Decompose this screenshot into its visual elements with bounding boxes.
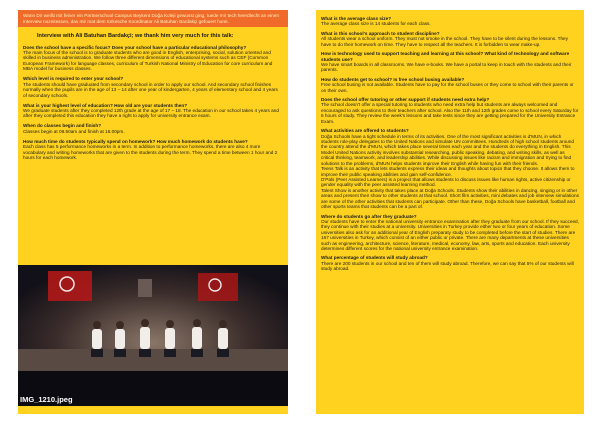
answer: The school doesn't offer a special tutoring to students who need extra help but students are always welcomed and encouraged to ask questions to their teachers after school. Also the 11th and 12th grades come to school every Saturday for 6 hours of study. They review the week's lessons and take tests since they are getting prepared for the University Entrance Exam.: [321, 102, 579, 124]
question: Does the school offer tutoring or other support if students need extra help?: [321, 97, 490, 103]
stage-performance-photo: [18, 265, 288, 406]
answer: The students should have graduated from secondary school in order to apply our school. And secondary school finishes normally when the pupils are in the age of 13 – 14 after one year of kindergarten, 4 years of elementary school and 4 years of secondary schools.: [23, 81, 278, 98]
answer: Doğa Schools have a tight schedule in terms of its activities. One of the most significant activities is d'MUN, in which students role-play delegates to the United Nations and simulate UN committees. Hundreds of high school students around the country attend the d'MUN, which takes place several times each year and the students do everything in English. This Model United Nations activity involves substantial researching, public speaking, debating, and writing skills, as well as critical thinking, teamwork, and leadership abilities. While discussing issues like racism and immigration and trying to find solutions to the problems, d'MUN helps students improve their English while having fun with their friends. Teens Talk is an activity that lets students express their ideas and thoughts about topics that they choose. It allows them to improve their public speaking abilities and gain self-confidence. D'Pals (Peer Assisted Learners) is a project that allows students to discuss issues like human rights, active citizenship or gender equality with the peer assisted learning method. Talent Show is another activity that takes place at Doğa Schools. Students show their abilities in dancing, singing or in other areas and present their show to other students at that school. Short film activities, mini debates and job interview simulations are some of the other activities that students can participate. Other than these, Doğa Schools have basketball, football and other sports teams that students can be a part of.: [321, 133, 579, 210]
question: How is technology used to support teaching and learning at this school? What kind of technology and software students use?: [321, 51, 570, 62]
right-content: [316, 10, 584, 272]
answer: We graduate students after they completed 12th grade at the age of 17 – 18. The education in our school takes 4 years and after they completed this education they have a right to apply for university entrance exam.: [23, 108, 279, 119]
question: How do students get to school? Is free school busing available?: [321, 76, 465, 82]
question: What is your highest level of education? How old are your students then?: [23, 102, 188, 108]
left-content: [18, 27, 288, 161]
answer: The main focus of the school is to graduate students who are good in English, enterprising, social, solution oriented and skilled in business administration. We follow three different dimensions of educational systems such as CEF (Common European Framework) for language classes, curriculum of Turkish National Ministry of Education for core curriculum and MBA model for business classes.: [23, 49, 273, 72]
question: What percentage of students will study abroad?: [321, 255, 428, 261]
interview-heading: Interview with Ali Batuhan Bardakçi; we thank him very much for this talk:: [37, 33, 234, 39]
german-intro-banner: Wann Dir weißt mit feiner ein Partnerschool Campus Beykent Doğa Koleji gewusst ging, tuede mir tech heerdlecht an einen Interview nozeitessen, das mir mat dem türkesche Koordinator Ali Batuhan Bardakçi gefouert hunn.: [18, 10, 288, 27]
answer: All students wear a school uniform. They must not smoke in the school. They have to be silent during the lessons. They have to do their homework on time. They have to respect all the teachers. It is forbidden to wear make-up.: [321, 36, 569, 47]
question: Does the school have a specific focus? Does your school have a particular educational philosophy?: [23, 44, 247, 50]
answer: Free school busing is not available. Students have to pay for the school buses or they come to school with their parents or on their own.: [321, 82, 574, 93]
question: What is this school's approach to student discipline?: [321, 30, 440, 36]
question: How much time do students typically spend on homework? How much homework do students have?: [23, 138, 248, 144]
question: When do classes begin and finish?: [23, 123, 102, 129]
photo-illustration: [18, 265, 288, 406]
answer: Each class has 5 performance homeworks in a term. In addition to performance homeworks, there are also 4 more vocabulary and writing homeworks that are given to the students during the term. They spend a time between 1 hour and 2 hours for each homework.: [23, 144, 278, 161]
answer: Classes begin at 08.50am and finish at 16.00pm.: [23, 128, 125, 134]
question: Which level is required to enter your school?: [23, 76, 124, 82]
question: What activities are offered to students?: [321, 128, 409, 134]
question: Where do students go after they graduate?: [321, 213, 417, 219]
answer: There are 200 students in our school and ten of them will study abroad. Therefore, we can say that 5% of our students will study abroad.: [321, 260, 574, 272]
answer: We have smart boards in all classrooms. We have e-books. We have a portal to keep in touch with the students and their parents.: [321, 61, 572, 73]
answer: Our students have to enter the national university entrance examination after they graduate from our school. If they succeed, they continue with their studies at a university. Universities in Turkey provide either two or four years of education. Some universities also ask for an additional year of English preparaty study to be completed before the start of studies. There are 167 universities in Turkey, which consist of an either public or private. There are many departments at these universities such as engineering, architecture, science, literature, medical, economy, law, arts, sports and education. Each university determines different scores for the national university entrance examination.: [321, 218, 579, 252]
left-page: [18, 10, 288, 414]
question: What is the average class size?: [321, 16, 392, 21]
answer: The average class size is 14 students for each class.: [321, 21, 431, 27]
photo-caption: IMG_1210.jpeg: [20, 395, 73, 404]
right-page: [316, 10, 584, 414]
